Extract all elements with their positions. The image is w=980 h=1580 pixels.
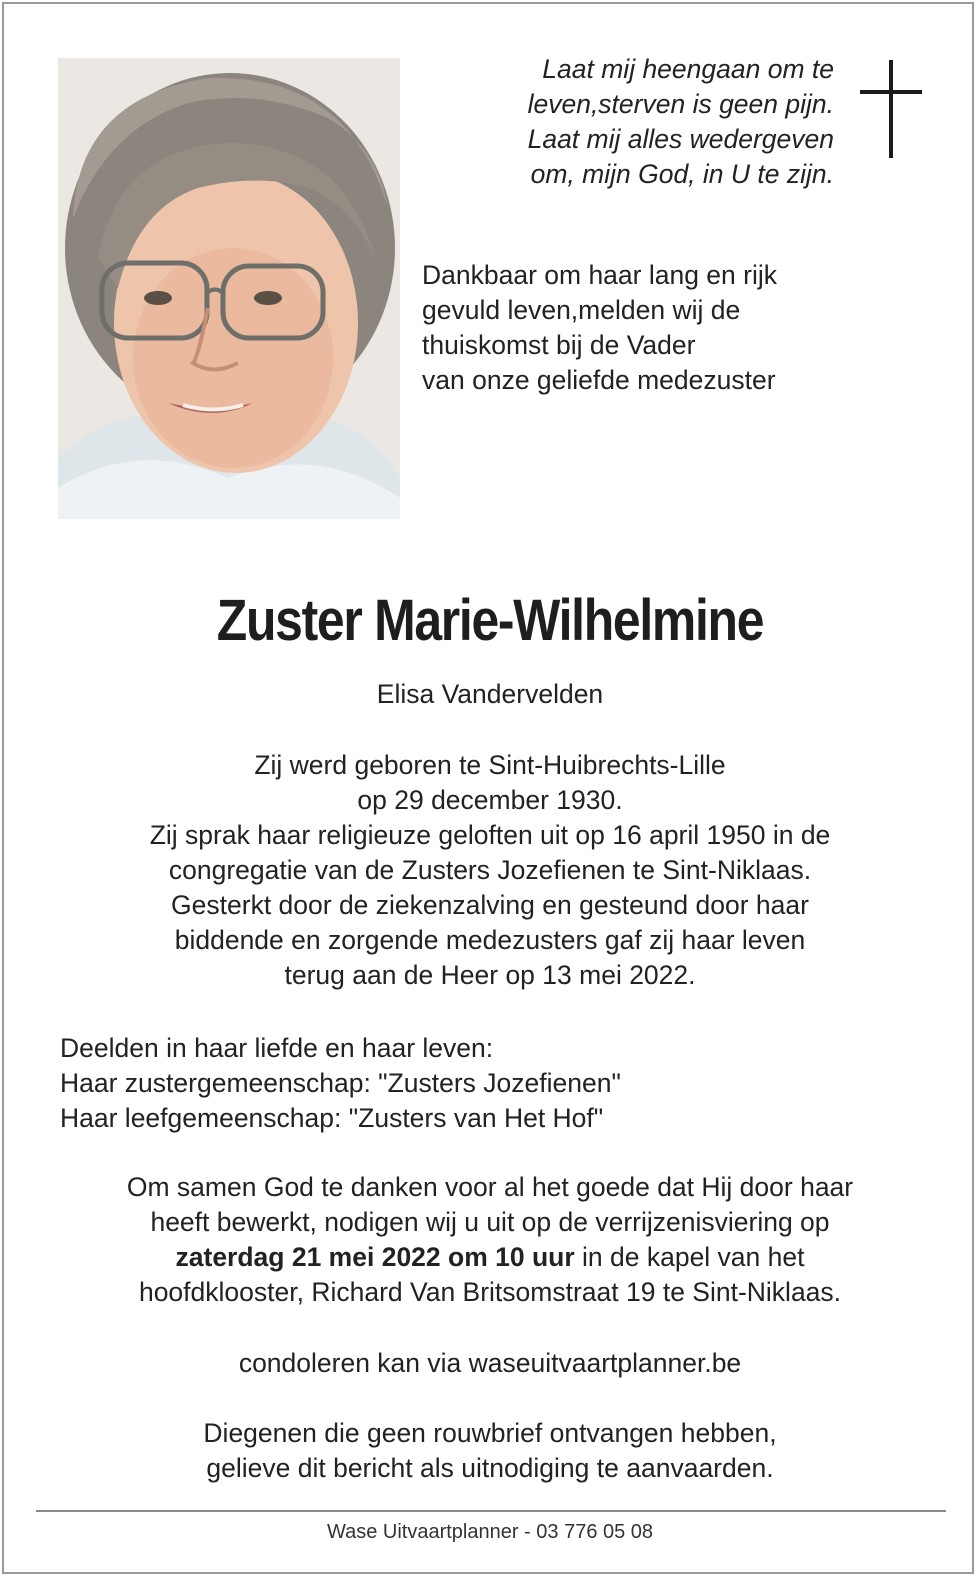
civil-name: Elisa Vandervelden bbox=[376, 679, 604, 709]
portrait-photo bbox=[58, 58, 400, 519]
invite-line: heeft bewerkt, nodigen wij u uit op de verrijzenisviering op bbox=[150, 1207, 830, 1237]
deceased-name: Zuster Marie-Wilhelmine bbox=[216, 588, 764, 653]
poem-line: om, mijn God, in U te zijn. bbox=[530, 159, 834, 189]
bio-line: Zij sprak haar religieuze geloften uit op 16 april 1950 in de bbox=[149, 820, 831, 850]
condolence-note: condoleren kan via waseuitvaartplanner.be bbox=[238, 1348, 742, 1378]
invite-line-rest: in de kapel van het bbox=[574, 1242, 805, 1272]
bio-line: biddende en zorgende medezusters gaf zij haar leven bbox=[174, 925, 806, 955]
poem bbox=[440, 52, 834, 192]
poem-line: Laat mij heengaan om te bbox=[542, 54, 834, 84]
shared-line: Deelden in haar liefde en haar leven: bbox=[60, 1033, 494, 1063]
shared-life bbox=[60, 1031, 940, 1136]
bio-line: Zij werd geboren te Sint-Huibrechts-Lille bbox=[254, 750, 726, 780]
bio-line: congregatie van de Zusters Jozefienen te Sint-Niklaas. bbox=[168, 855, 812, 885]
service-invitation bbox=[40, 1170, 940, 1310]
biography bbox=[40, 748, 940, 993]
portrait-illustration bbox=[58, 58, 400, 519]
invite-line: Om samen God te danken voor al het goede dat Hij door haar bbox=[126, 1172, 854, 1202]
intro-line: Dankbaar om haar lang en rijk bbox=[422, 260, 777, 290]
announcement-intro bbox=[422, 258, 892, 398]
poem-line: leven,sterven is geen pijn. bbox=[527, 89, 834, 119]
intro-line: van onze geliefde medezuster bbox=[422, 365, 776, 395]
bio-line: op 29 december 1930. bbox=[357, 785, 623, 815]
invite-line bbox=[40, 1240, 940, 1275]
footer-divider bbox=[36, 1510, 946, 1512]
footer-contact: Wase Uitvaartplanner - 03 776 05 08 bbox=[326, 1521, 654, 1543]
closing-note bbox=[40, 1416, 940, 1486]
service-date: zaterdag 21 mei 2022 om 10 uur bbox=[175, 1242, 575, 1272]
intro-line: gevuld leven,melden wij de bbox=[422, 295, 741, 325]
bio-line: Gesterkt door de ziekenzalving en gesteund door haar bbox=[171, 890, 809, 920]
closing-line: gelieve dit bericht als uitnodiging te aanvaarden. bbox=[206, 1453, 774, 1483]
poem-line: Laat mij alles wedergeven bbox=[527, 124, 834, 154]
shared-line: Haar zustergemeenschap: "Zusters Jozefienen" bbox=[60, 1068, 621, 1098]
shared-line: Haar leefgemeenschap: "Zusters van Het Hof" bbox=[60, 1103, 604, 1133]
cross-icon bbox=[860, 60, 922, 160]
bio-line: terug aan de Heer op 13 mei 2022. bbox=[284, 960, 696, 990]
closing-line: Diegenen die geen rouwbrief ontvangen hebben, bbox=[203, 1418, 777, 1448]
intro-line: thuiskomst bij de Vader bbox=[422, 330, 696, 360]
invite-line: hoofdklooster, Richard Van Britsomstraat 19 te Sint-Niklaas. bbox=[138, 1277, 842, 1307]
